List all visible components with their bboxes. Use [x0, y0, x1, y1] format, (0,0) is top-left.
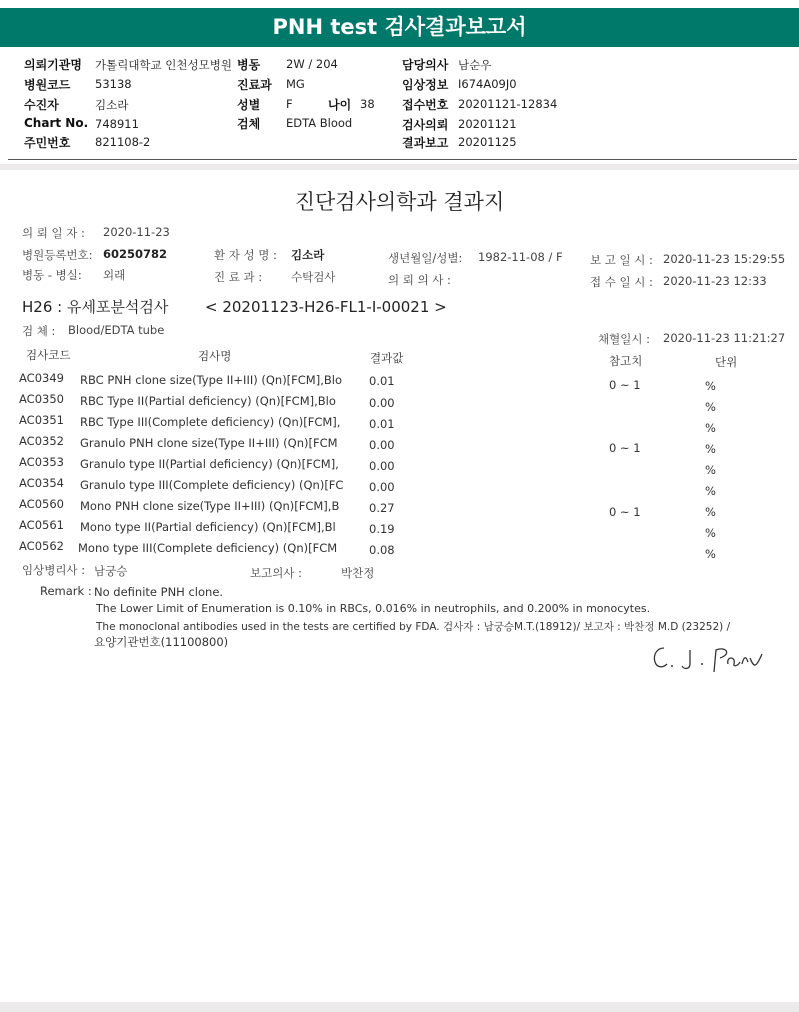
row-result: 0.00: [369, 480, 395, 494]
row-name: Mono type III(Complete deficiency) (Qn)[FCM: [78, 541, 338, 555]
row-unit: %: [705, 526, 716, 540]
pathologist-value: 남궁승: [94, 564, 128, 578]
row-code: AC0349: [19, 371, 64, 385]
ward-room-value: 외래: [103, 268, 126, 282]
row-code: AC0561: [19, 518, 64, 532]
column-code: 검사코드: [26, 348, 71, 362]
column-reference: 참고치: [609, 354, 643, 368]
column-unit: 단위: [715, 355, 738, 369]
row-reference: 0 ~ 1: [609, 441, 641, 455]
receipt-time-label: 접 수 일 시 :: [590, 275, 653, 289]
reporter-label: 보고의사 :: [250, 566, 302, 580]
row-unit: %: [705, 421, 716, 435]
remark-line: 요양기관번호(11100800): [94, 635, 229, 649]
row-name: Granulo type III(Complete deficiency) (Qn)[FC: [80, 478, 344, 492]
sex-value: F: [286, 97, 293, 111]
clinical-info-label: 임상정보: [402, 78, 449, 92]
row-result: 0.19: [369, 522, 395, 536]
section-title: H26 : 유세포분석검사: [22, 298, 169, 316]
collection-label: 채혈일시 :: [598, 332, 650, 346]
signature-image: [650, 642, 780, 674]
report-date-value: 20201125: [458, 135, 517, 149]
request-date-label: 의 뢰 일 자 :: [22, 226, 85, 240]
row-reference: 0 ~ 1: [609, 378, 641, 392]
patient-label: 수진자: [24, 98, 59, 112]
row-result: 0.01: [369, 417, 395, 431]
row-unit: %: [705, 484, 716, 498]
row-unit: %: [705, 379, 716, 393]
institution-value: 가톨릭대학교 인천성모병원: [95, 58, 232, 72]
birth-sex-label: 생년월일/성별:: [388, 251, 463, 265]
req-physician-label: 의 뢰 의 사 :: [388, 273, 451, 287]
row-name: Granulo PNH clone size(Type II+III) (Qn)[FCM: [80, 436, 338, 450]
row-name: Granulo type II(Partial deficiency) (Qn)[FCM],: [80, 457, 339, 471]
row-result: 0.00: [369, 459, 395, 473]
header-divider: [8, 159, 797, 160]
report-time-label: 보 고 일 시 :: [590, 253, 653, 267]
report-date-label: 결과보고: [402, 136, 449, 150]
hospital-code-label: 병원코드: [24, 78, 71, 92]
specimen-value: Blood/EDTA tube: [68, 323, 165, 337]
specimen-value: EDTA Blood: [286, 116, 353, 130]
receipt-no-value: 20201121-12834: [458, 97, 558, 111]
request-date-value: 20201121: [458, 117, 517, 131]
clinical-info-value: I674A09J0: [458, 77, 517, 91]
section-code: < 20201123-H26-FL1-I-00021 >: [205, 298, 447, 316]
row-name: RBC PNH clone size(Type II+III) (Qn)[FCM],Blo: [80, 373, 342, 387]
patient-name-label: 환 자 성 명 :: [214, 248, 277, 262]
report-time-value: 2020-11-23 15:29:55: [663, 252, 786, 266]
request-date-value: 2020-11-23: [103, 225, 170, 239]
row-code: AC0350: [19, 392, 64, 406]
department-value: MG: [286, 77, 305, 91]
row-name: Mono type II(Partial deficiency) (Qn)[FCM],Bl: [80, 520, 336, 534]
hospital-code-value: 53138: [95, 77, 132, 91]
row-code: AC0562: [19, 539, 64, 553]
receipt-no-label: 접수번호: [402, 98, 449, 112]
specimen-label: 검체: [237, 117, 261, 131]
patient-value: 김소라: [95, 98, 129, 112]
reporter-value: 박찬정: [341, 566, 375, 580]
reg-no-label: 병원등록번호:: [22, 248, 93, 262]
row-code: AC0560: [19, 497, 64, 511]
chart-no-label: Chart No.: [24, 116, 89, 130]
row-unit: %: [705, 547, 716, 561]
result-sheet: [0, 170, 799, 1002]
physician-label: 담당의사: [402, 58, 449, 72]
reg-no-value: 60250782: [103, 247, 168, 261]
row-unit: %: [705, 442, 716, 456]
row-code: AC0354: [19, 476, 64, 490]
birth-sex-value: 1982-11-08 / F: [478, 250, 563, 264]
ward-label: 병동: [237, 58, 261, 72]
row-unit: %: [705, 505, 716, 519]
row-code: AC0351: [19, 413, 64, 427]
row-unit: %: [705, 463, 716, 477]
report-header: [0, 0, 799, 164]
sheet-title: 진단검사의학과 결과지: [294, 190, 505, 214]
clinic-dept-value: 수탁검사: [291, 270, 336, 284]
row-code: AC0352: [19, 434, 64, 448]
row-code: AC0353: [19, 455, 64, 469]
patient-name-value: 김소라: [291, 248, 325, 262]
remark-line: No definite PNH clone.: [94, 585, 224, 599]
remark-label: Remark :: [40, 584, 92, 598]
row-result: 0.08: [369, 543, 395, 557]
resident-no-label: 주민번호: [24, 136, 71, 150]
row-reference: 0 ~ 1: [609, 505, 641, 519]
row-result: 0.01: [369, 374, 395, 388]
request-date-label: 검사의뢰: [402, 118, 449, 132]
clinic-dept-label: 진 료 과 :: [214, 270, 263, 284]
specimen-label: 검 체 :: [22, 324, 56, 338]
row-name: Mono PNH clone size(Type II+III) (Qn)[FCM],B: [80, 499, 340, 513]
row-result: 0.00: [369, 438, 395, 452]
row-name: RBC Type II(Partial deficiency) (Qn)[FCM],Blo: [80, 394, 336, 408]
row-unit: %: [705, 400, 716, 414]
remark-line: The Lower Limit of Enumeration is 0.10% in RBCs, 0.016% in neutrophils, and 0.200% in monocytes.: [96, 602, 651, 615]
sex-label: 성별: [237, 98, 261, 112]
row-result: 0.27: [369, 501, 395, 515]
institution-label: 의뢰기관명: [24, 58, 82, 72]
collection-value: 2020-11-23 11:21:27: [663, 331, 786, 345]
ward-value: 2W / 204: [286, 57, 338, 71]
row-name: RBC Type III(Complete deficiency) (Qn)[FCM],: [80, 415, 341, 429]
chart-no-value: 748911: [95, 117, 139, 131]
pathologist-label: 임상병리사 :: [22, 563, 86, 577]
row-result: 0.00: [369, 396, 395, 410]
physician-value: 남순우: [458, 58, 492, 72]
remark-line: The monoclonal antibodies used in the tests are certified by FDA. 검사자 : 남궁승M.T.(18912)/ 보고자 : 박찬정 M.D (23252) /: [96, 621, 731, 633]
department-label: 진료과: [237, 78, 272, 92]
ward-room-label: 병동 - 병실:: [22, 268, 82, 282]
age-label: 나이: [328, 98, 352, 112]
resident-no-value: 821108-2: [95, 135, 151, 149]
report-title: PNH test 검사결과보고서: [0, 8, 799, 47]
column-result: 결과값: [370, 351, 404, 365]
age-value: 38: [360, 97, 375, 111]
receipt-time-value: 2020-11-23 12:33: [663, 274, 767, 288]
column-name: 검사명: [198, 349, 232, 363]
